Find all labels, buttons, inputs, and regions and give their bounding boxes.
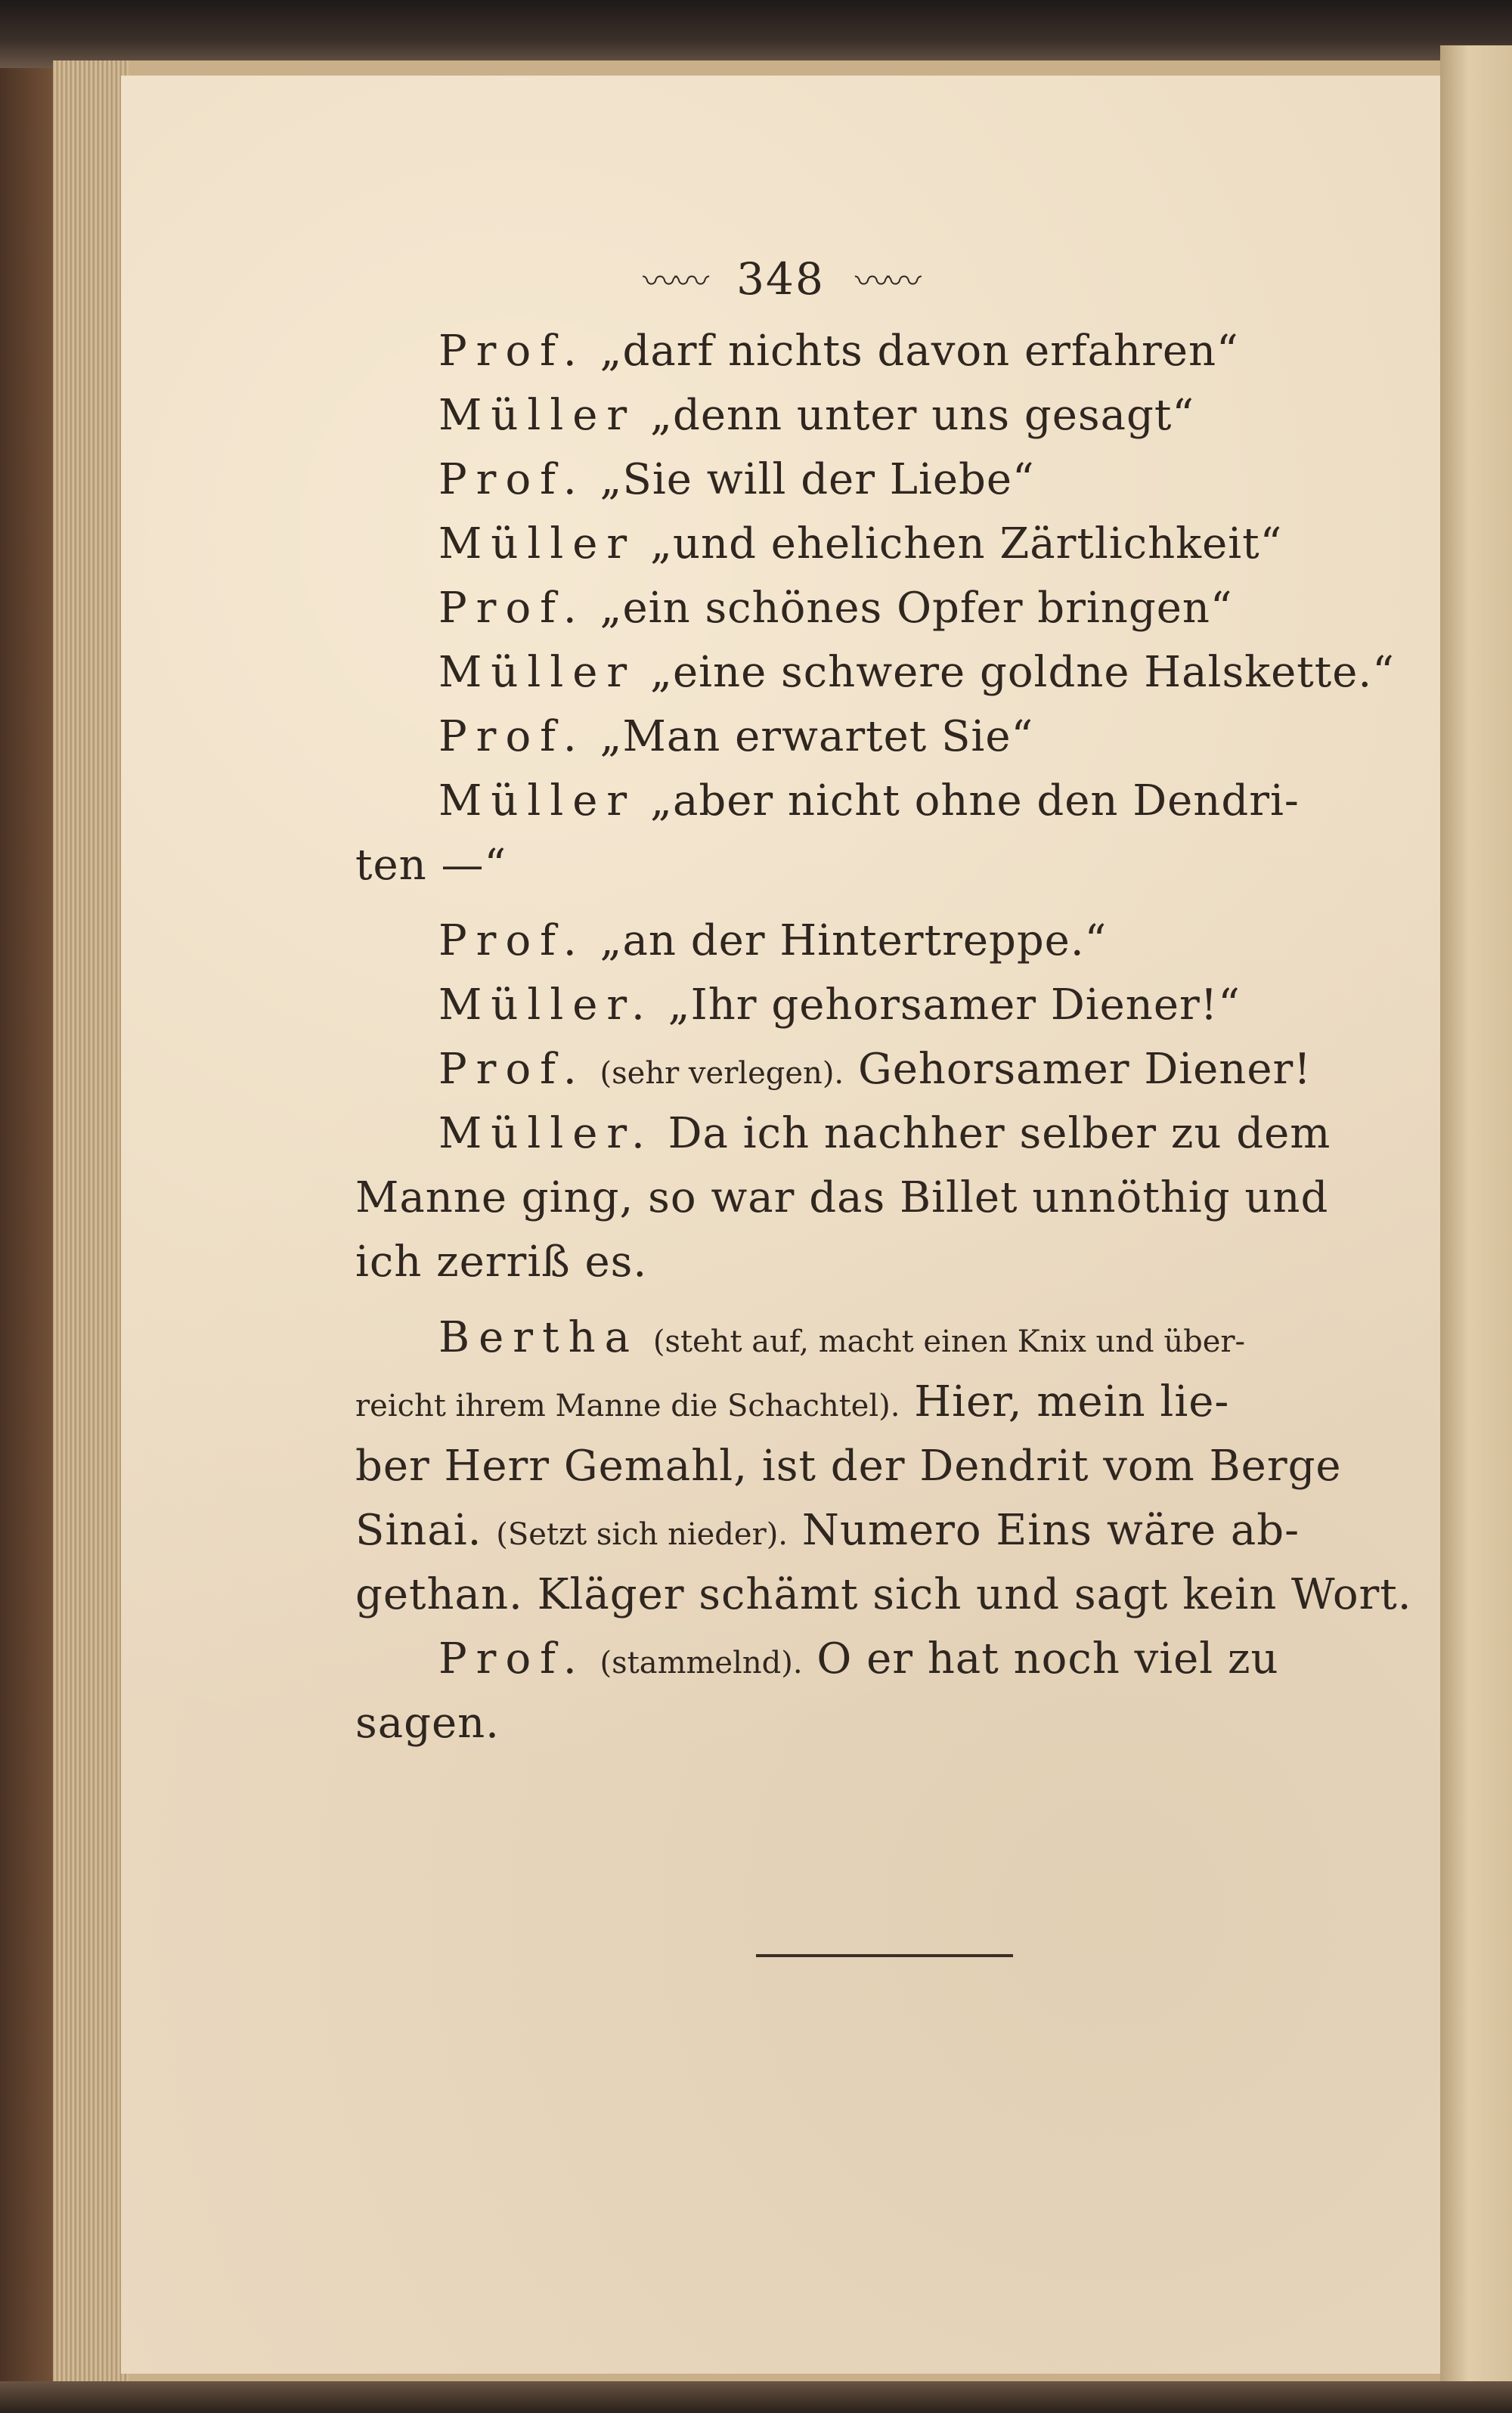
line-text-continued: Numero Eins wäre ab- [801,1506,1300,1555]
speaker-name: Müller. [438,980,654,1030]
line-text: „an der Hintertreppe.“ [600,916,1108,965]
text-line [438,915,1512,968]
page-text [121,76,1440,2374]
stage-direction: (steht auf, macht einen Knix und über- [652,1324,1246,1359]
line-text: „und ehelichen Zärtlichkeit“ [649,519,1283,568]
line-text: „Ihr gehorsamer Diener!“ [668,980,1241,1030]
stage-direction: reicht ihrem Manne die Schachtel). [355,1389,900,1423]
text-line [438,325,1512,378]
stage-direction: (sehr verlegen). [600,1056,844,1091]
text-line [355,1236,1512,1289]
speaker-name: Prof. [438,584,586,633]
speaker-name: Prof. [438,916,586,965]
speaker-name: Müller [438,776,637,826]
text-line [438,389,1512,442]
speaker-name: Prof. [438,1045,586,1094]
text-line [438,1107,1512,1160]
speaker-name: Müller [438,519,637,568]
header-ornament-left: 〰〰 [643,261,707,302]
line-text: Da ich nachher selber zu dem [668,1109,1331,1158]
speaker-name: Prof. [438,327,586,376]
text-line [438,1312,1512,1368]
line-text: „Sie will der Liebe“ [600,455,1035,504]
line-text: Sinai. [355,1506,482,1555]
text-line [355,1172,1512,1225]
text-line [355,1504,1512,1561]
stage-direction: (Setzt sich nieder). [496,1517,789,1552]
line-text: Manne ging, so war das Billet unnöthig und [355,1173,1329,1222]
text-line [355,1697,1512,1750]
line-text: „Man erwartet Sie“ [600,712,1034,761]
text-line [355,1440,1512,1493]
text-line [438,518,1512,571]
text-line [438,711,1512,764]
speaker-name: Müller. [438,1109,654,1158]
speaker-name: Bertha [438,1313,640,1362]
line-text: gethan. Kläger schämt sich und sagt kein Wort. [355,1570,1412,1619]
page-header [121,253,1440,305]
line-text: ten —“ [355,841,507,890]
header-ornament-right: 〰〰 [854,261,919,302]
speaker-name: Müller [438,648,637,697]
speaker-name: Prof. [438,1634,586,1684]
speaker-name: Prof. [438,712,586,761]
page-fore-edge [53,60,129,2389]
text-line [355,1376,1512,1433]
speaker-name: Müller [438,391,637,440]
text-line [438,582,1512,635]
text-line [438,979,1512,1032]
stage-direction: (stammelnd). [600,1646,803,1680]
line-text: „denn unter uns gesagt“ [649,391,1194,440]
line-text: Hier, mein lie- [914,1377,1230,1426]
text-line [438,1043,1512,1100]
text-line [438,1633,1512,1690]
book-bottom-edge [0,2381,1512,2413]
text-line [438,775,1512,828]
speaker-name: Prof. [438,455,586,504]
line-text: „eine schwere goldne Halskette.“ [649,648,1395,697]
line-text: „aber nicht ohne den Dendri- [649,776,1300,826]
line-text: ber Herr Gemahl, ist der Dendrit vom Berge [355,1442,1342,1491]
line-text: Gehorsamer Diener! [857,1045,1312,1094]
line-text: O er hat noch viel zu [816,1634,1279,1684]
line-text: sagen. [355,1699,500,1748]
text-line [355,1569,1512,1622]
page-number: 348 [736,253,825,305]
section-rule [756,1954,1013,1957]
line-text: „darf nichts davon erfahren“ [600,327,1239,376]
line-text: „ein schönes Opfer bringen“ [600,584,1233,633]
text-line [438,646,1512,699]
text-line [438,454,1512,506]
book-top-edge [0,0,1512,68]
line-text: ich zerriß es. [355,1237,648,1287]
book-page [121,76,1440,2374]
text-line [355,839,1512,892]
